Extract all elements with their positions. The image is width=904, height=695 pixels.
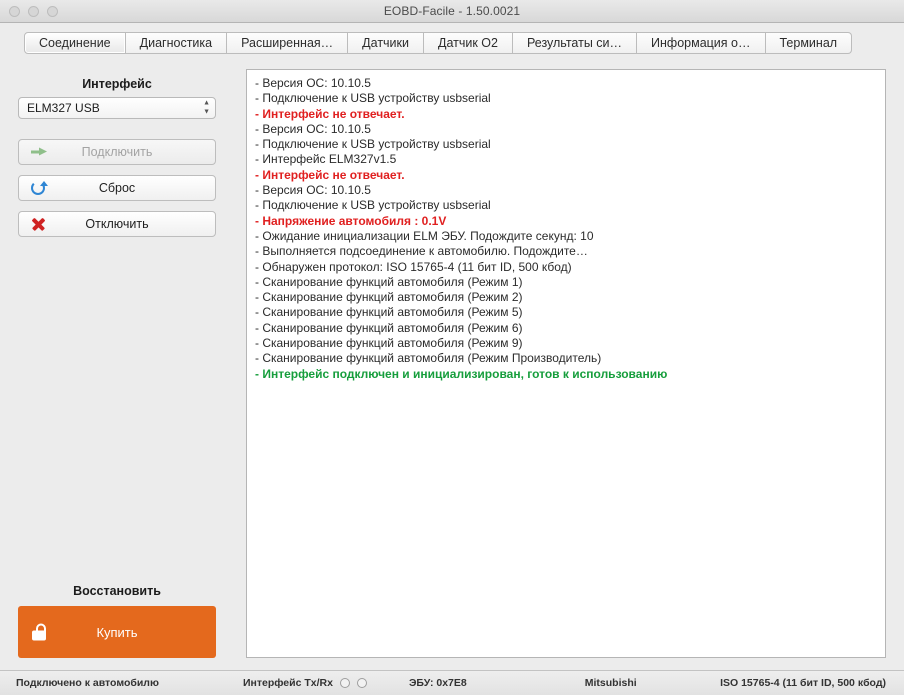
log-line: - Версия ОС: 10.10.5 [255,183,371,198]
tab-advanced[interactable]: Расширенная… [227,32,348,54]
status-connection: Подключено к автомобилю [16,677,159,689]
status-protocol: ISO 15765-4 (11 бит ID, 500 кбод) [720,677,886,689]
green-arrow-icon [31,148,47,157]
tab-system-results[interactable]: Результаты си… [513,32,637,54]
log-line: - Сканирование функций автомобиля (Режим Производитель) [255,351,602,366]
buy-button[interactable] [18,606,216,658]
log-line: - Интерфейс не отвечает. [255,167,405,182]
tab-information[interactable]: Информация о… [637,32,765,54]
tab-connection[interactable]: Соединение [24,32,126,54]
sidebar-footer [18,584,216,670]
log-line: - Интерфейс не отвечает. [255,106,405,121]
log-line: - Подключение к USB устройству usbserial [255,198,491,213]
log-line: - Версия ОС: 10.10.5 [255,121,371,136]
disconnect-button[interactable] [18,211,216,237]
tx-led-icon [340,678,350,688]
log-line: - Подключение к USB устройству usbserial [255,91,491,106]
status-bar [0,670,904,695]
log-line: - Подключение к USB устройству usbserial [255,137,491,152]
interface-section-title: Интерфейс [82,77,152,91]
interface-select[interactable] [18,97,216,119]
red-x-icon [31,217,46,232]
sidebar [18,65,216,670]
window-title: EOBD-Facile - 1.50.0021 [383,4,521,18]
log-line: - Напряжение автомобиля : 0.1V [255,213,447,228]
log-line: - Сканирование функций автомобиля (Режим 5) [255,305,523,320]
tab-sensors[interactable]: Датчики [348,32,424,54]
rx-led-icon [357,678,367,688]
buy-button-label: Купить [96,624,138,640]
tab-bar [0,23,904,57]
title-bar [0,0,904,23]
status-ecu: ЭБУ: 0x7E8 [408,677,467,689]
connect-button[interactable] [18,139,216,165]
log-line: - Интерфейс ELM327v1.5 [255,152,397,167]
log-line: - Ожидание инициализации ELM ЭБУ. Подождите секунд: 10 [255,228,594,243]
log-line: - Версия ОС: 10.10.5 [255,76,371,90]
tab-o2-sensor[interactable]: Датчик O2 [424,32,513,54]
status-txrx-label: Интерфейс Tx/Rx [242,677,333,689]
connect-button-label: Подключить [81,145,153,159]
reset-button-label: Сброс [98,181,136,195]
chevron-updown-icon: ▲ ▼ [203,99,210,116]
restore-label: Восстановить [73,584,161,598]
log-line: - Сканирование функций автомобиля (Режим 9) [255,336,523,351]
log-line: - Сканирование функций автомобиля (Режим 1) [255,274,523,289]
log-line: - Выполняется подсоединение к автомобилю. Подождите… [255,244,588,259]
log-line: - Сканирование функций автомобиля (Режим 6) [255,320,523,335]
reset-button[interactable] [18,175,216,201]
status-txrx [243,677,367,689]
log-line: - Интерфейс подключен и инициализирован, готов к использованию [255,366,668,381]
lock-icon [32,624,46,641]
log-line: - Обнаружен протокол: ISO 15765-4 (11 бит ID, 500 кбод) [255,259,572,274]
tab-terminal[interactable]: Терминал [766,32,853,54]
refresh-icon [31,181,45,195]
log-panel[interactable] [246,69,886,658]
content-area [0,57,904,670]
disconnect-button-label: Отключить [85,217,149,231]
status-brand: Mitsubishi [584,677,637,689]
log-line: - Сканирование функций автомобиля (Режим 2) [255,290,523,305]
interface-select-value: ELM327 USB [27,101,100,115]
tab-diagnostics[interactable]: Диагностика [126,32,227,54]
